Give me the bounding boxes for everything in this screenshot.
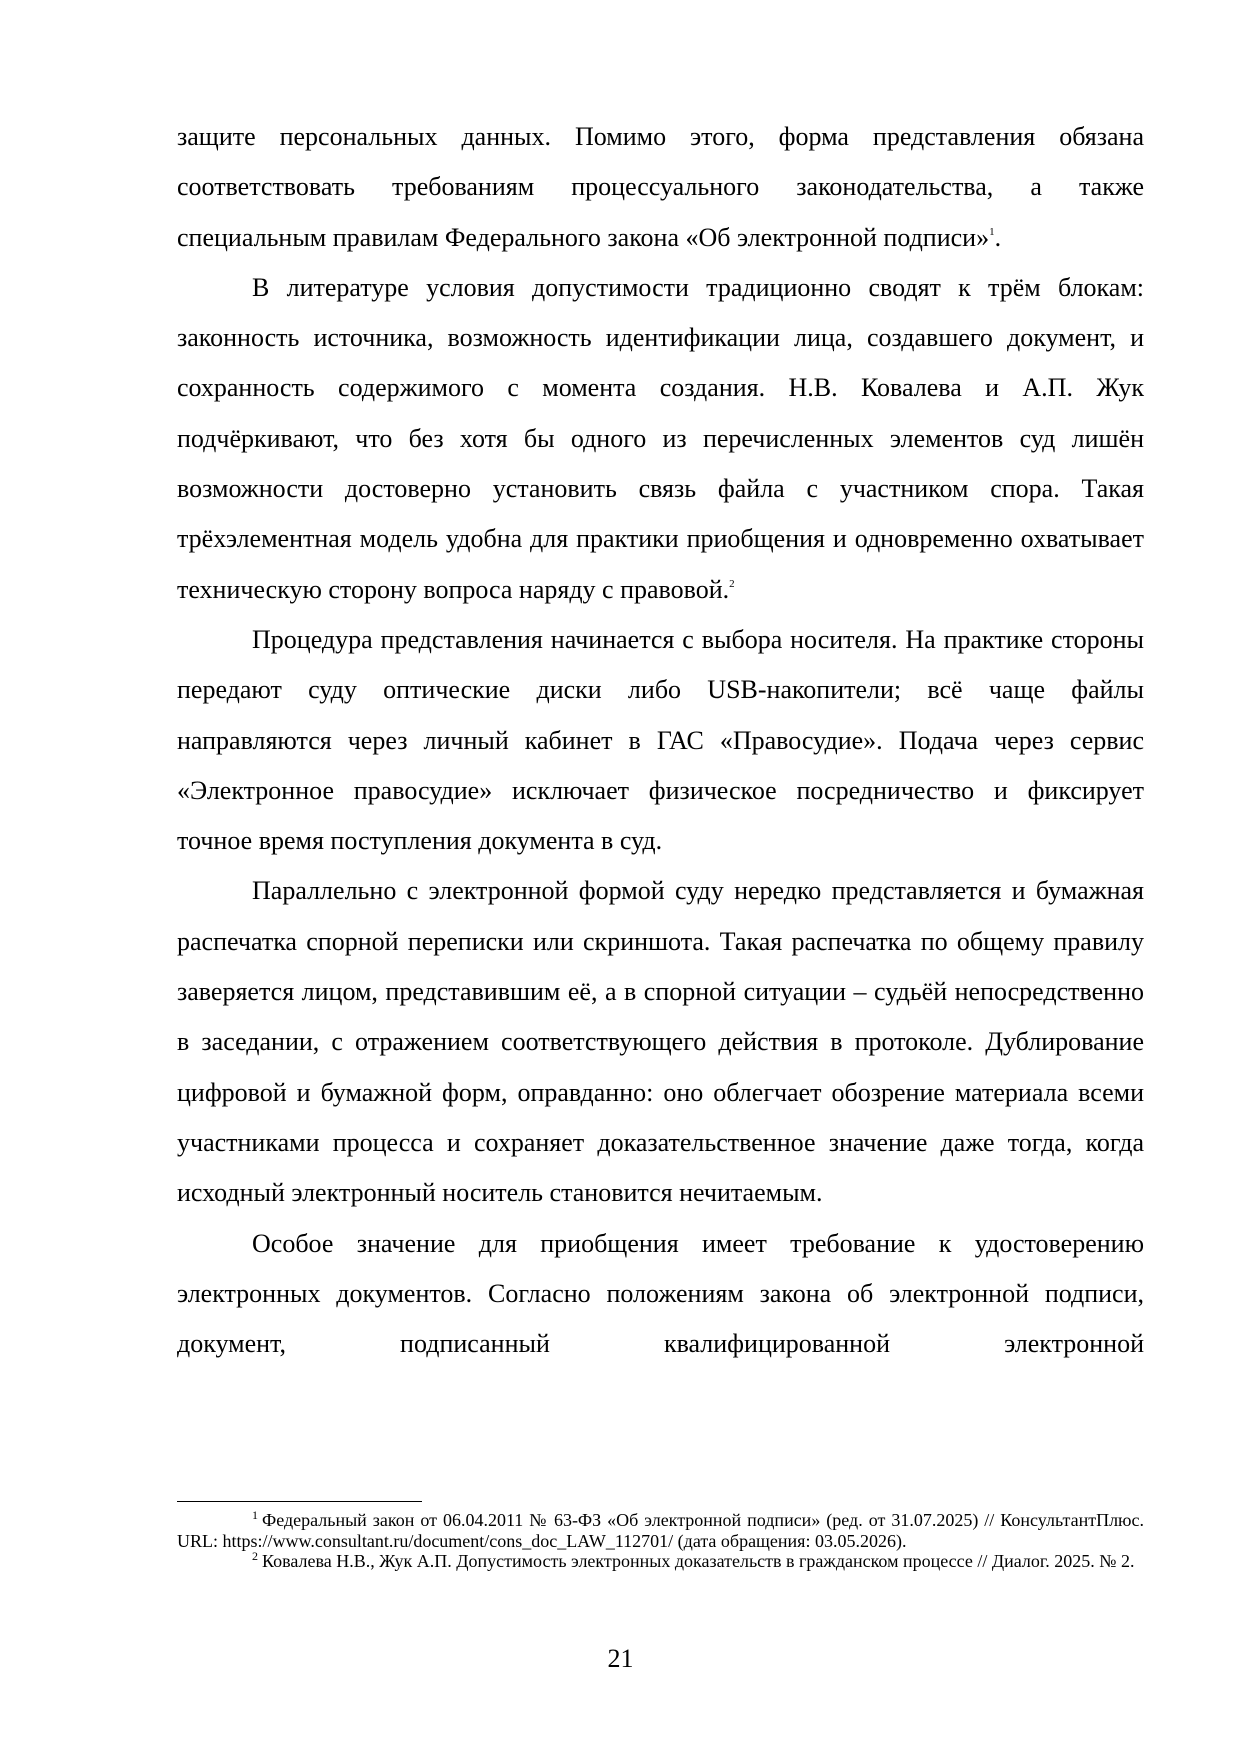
paragraph-text: Процедура представления начинается с выбора носителя. На практике стороны передают суду оптические диски либо USB-накопители; всё чаще файлы направляются через личный кабинет в ГАС «Правосудие». Подача через сервис «Электронное правосудие» исключает физическое посредничество и фиксирует точное время поступления документа в суд. bbox=[177, 624, 1144, 856]
footnote-separator bbox=[177, 1501, 422, 1502]
body-text bbox=[177, 112, 1144, 1369]
footnotes bbox=[177, 1510, 1144, 1572]
paragraph-tail: . bbox=[994, 222, 1002, 252]
footnote-text: Ковалева Н.В., Жук А.П. Допустимость электронных доказательств в гражданском процессе // Диалог. 2025. № 2. bbox=[262, 1551, 1135, 1571]
paragraph-text: В литературе условия допустимости традиционно сводят к трём блокам: законность источника, возможность идентификации лица, создавшего документ, и сохранность содержимого с момента создания. Н.В. Ковалева и А.П. Жук подчёркивают, что без хотя бы одного из перечисленных элементов суд лишён возможности достоверно установить связь файла с участником спора. Такая трёхэлементная модель удобна для практики приобщения и одновременно охватывает техническую сторону вопроса наряду с правовой. bbox=[177, 272, 1144, 604]
paragraph-text: Параллельно с электронной формой суду нередко представляется и бумажная распечатка спорной переписки или скриншота. Такая распечатка по общему правилу заверяется лицом, представившим её, а в спорной ситуации – судьёй непосредственно в заседании, с отражением соответствующего действия в протоколе. Дублирование цифровой и бумажной форм, оправданно: оно облегчает обозрение материала всеми участниками процесса и сохраняет доказательственное значение даже тогда, когда исходный электронный носитель становится нечитаемым. bbox=[177, 876, 1144, 1208]
footnote-reference[interactable]: 2 bbox=[729, 577, 735, 590]
footnote-number: 1 bbox=[252, 1508, 258, 1522]
footnote bbox=[177, 1510, 1144, 1551]
footnote-number: 2 bbox=[252, 1549, 258, 1563]
footnote-text: Федеральный закон от 06.04.2011 № 63-ФЗ «Об электронной подписи» (ред. от 31.07.2025) // КонсультантПлюс. URL: https://www.consultant.ru/document/cons_doc_LAW_112701/ (дата обращения: 03.05.2026). bbox=[177, 1510, 1144, 1551]
paragraph bbox=[177, 263, 1144, 615]
paragraph-text: защите персональных данных. Помимо этого, форма представления обязана соответствовать требованиям процессуального законодательства, а также специальным правилам Федерального закона «Об электронной подписи» bbox=[177, 122, 1144, 252]
footnote-reference[interactable]: 1 bbox=[989, 225, 995, 238]
paragraph bbox=[177, 615, 1144, 866]
paragraph bbox=[177, 1219, 1144, 1370]
footnote bbox=[177, 1551, 1144, 1572]
page-number: 21 bbox=[607, 1644, 634, 1673]
paragraph bbox=[177, 112, 1144, 263]
paragraph bbox=[177, 866, 1144, 1218]
paragraph-text: Особое значение для приобщения имеет требование к удостоверению электронных документов. Согласно положениям закона об электронной подписи, документ, подписанный квалифицированной электронной bbox=[177, 1228, 1144, 1359]
